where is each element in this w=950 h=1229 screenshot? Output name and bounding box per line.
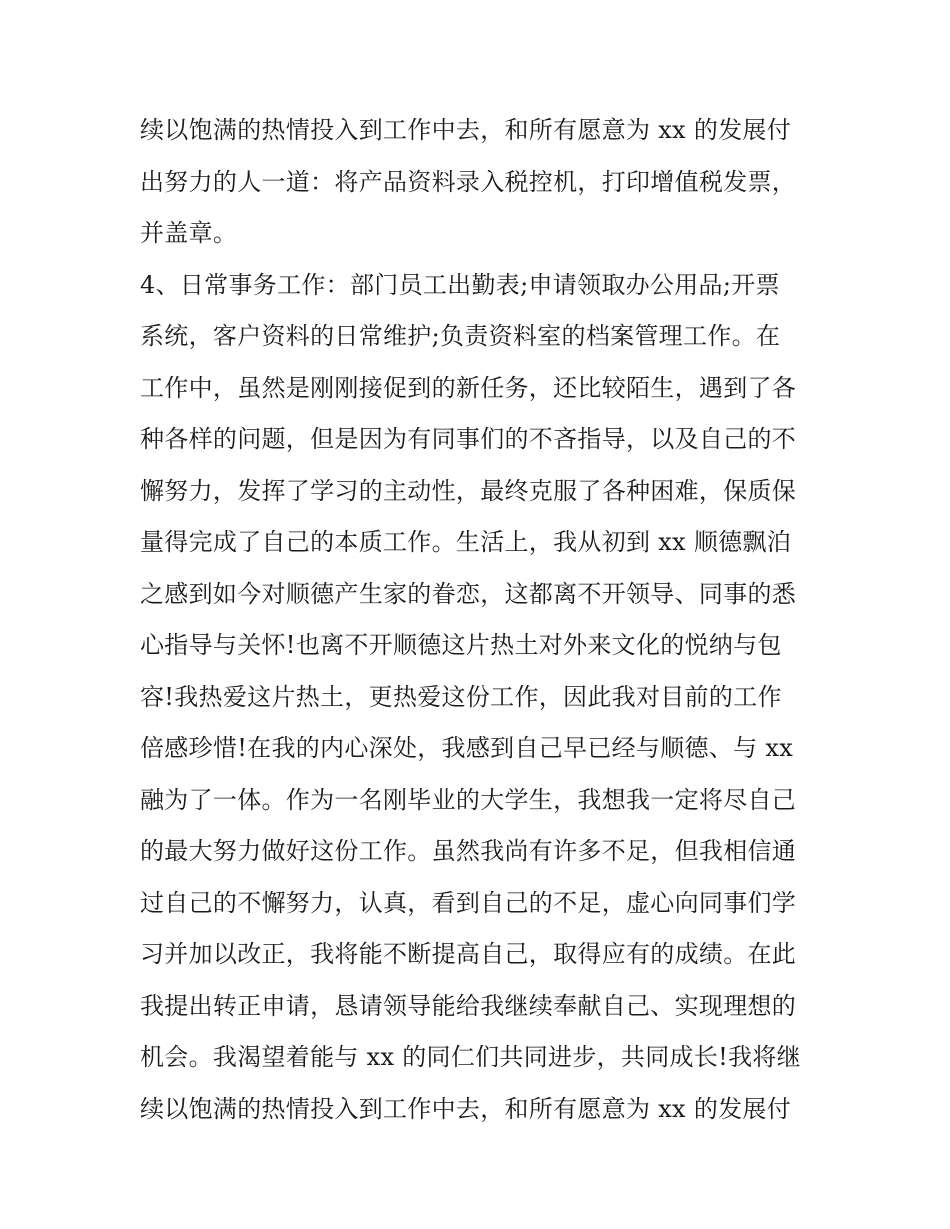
text-line: 并盖章。 (140, 219, 238, 247)
text-line: 懈努力，发挥了学习的主动性，最终克服了各种困难，保质保 (140, 476, 797, 505)
text-line: 过自己的不懈努力，认真，看到自己的不足，虚心向同事们学 (140, 888, 797, 917)
text-line: 量得完成了自己的本质工作。生活上，我从初到 xx 顺德飘泊 (140, 528, 792, 556)
text-line: 种各样的问题，但是因为有同事们的不吝指导，以及自己的不 (140, 425, 797, 453)
text-line: 系统，客户资料的日常维护;负责资料室的档案管理工作。在 (140, 322, 781, 350)
text-line: 机会。我渴望着能与 xx 的同仁们共同进步，共同成长!我将继 (140, 1043, 801, 1071)
text-line: 4、日常事务工作：部门员工出勤表;申请领取办公用品;开票 (140, 270, 780, 299)
text-line: 倍感珍惜!在我的内心深处，我感到自己早已经与顺德、与 xx (140, 734, 794, 762)
text-line: 的最大努力做好这份工作。虽然我尚有许多不足，但我相信通 (140, 837, 797, 865)
text-line: 之感到如今对顺德产生家的眷恋，这都离不开领导、同事的悉 (140, 579, 797, 608)
text-line: 心指导与关怀!也离不开顺德这片热土对外来文化的悦纳与包 (140, 631, 782, 659)
text-line: 出努力的人一道：将产品资料录入税控机，打印增值税发票， (140, 167, 797, 196)
text-line: 容!我热爱这片热土，更热爱这份工作，因此我对目前的工作 (140, 682, 782, 711)
text-line: 续以饱满的热情投入到工作中去，和所有愿意为 xx 的发展付 (140, 116, 792, 144)
text-line: 习并加以改正，我将能不断提高自己，取得应有的成绩。在此 (140, 940, 797, 968)
body-text (140, 105, 830, 1135)
text-line: 工作中，虽然是刚刚接促到的新任务，还比较陌生，遇到了各 (140, 373, 797, 402)
text-line: 我提出转正申请，恳请领导能给我继续奉献自己、实现理想的 (140, 991, 797, 1020)
text-line: 融为了一体。作为一名刚毕业的大学生，我想我一定将尽自己 (140, 785, 797, 814)
text-line: 续以饱满的热情投入到工作中去，和所有愿意为 xx 的发展付 (140, 1094, 792, 1123)
